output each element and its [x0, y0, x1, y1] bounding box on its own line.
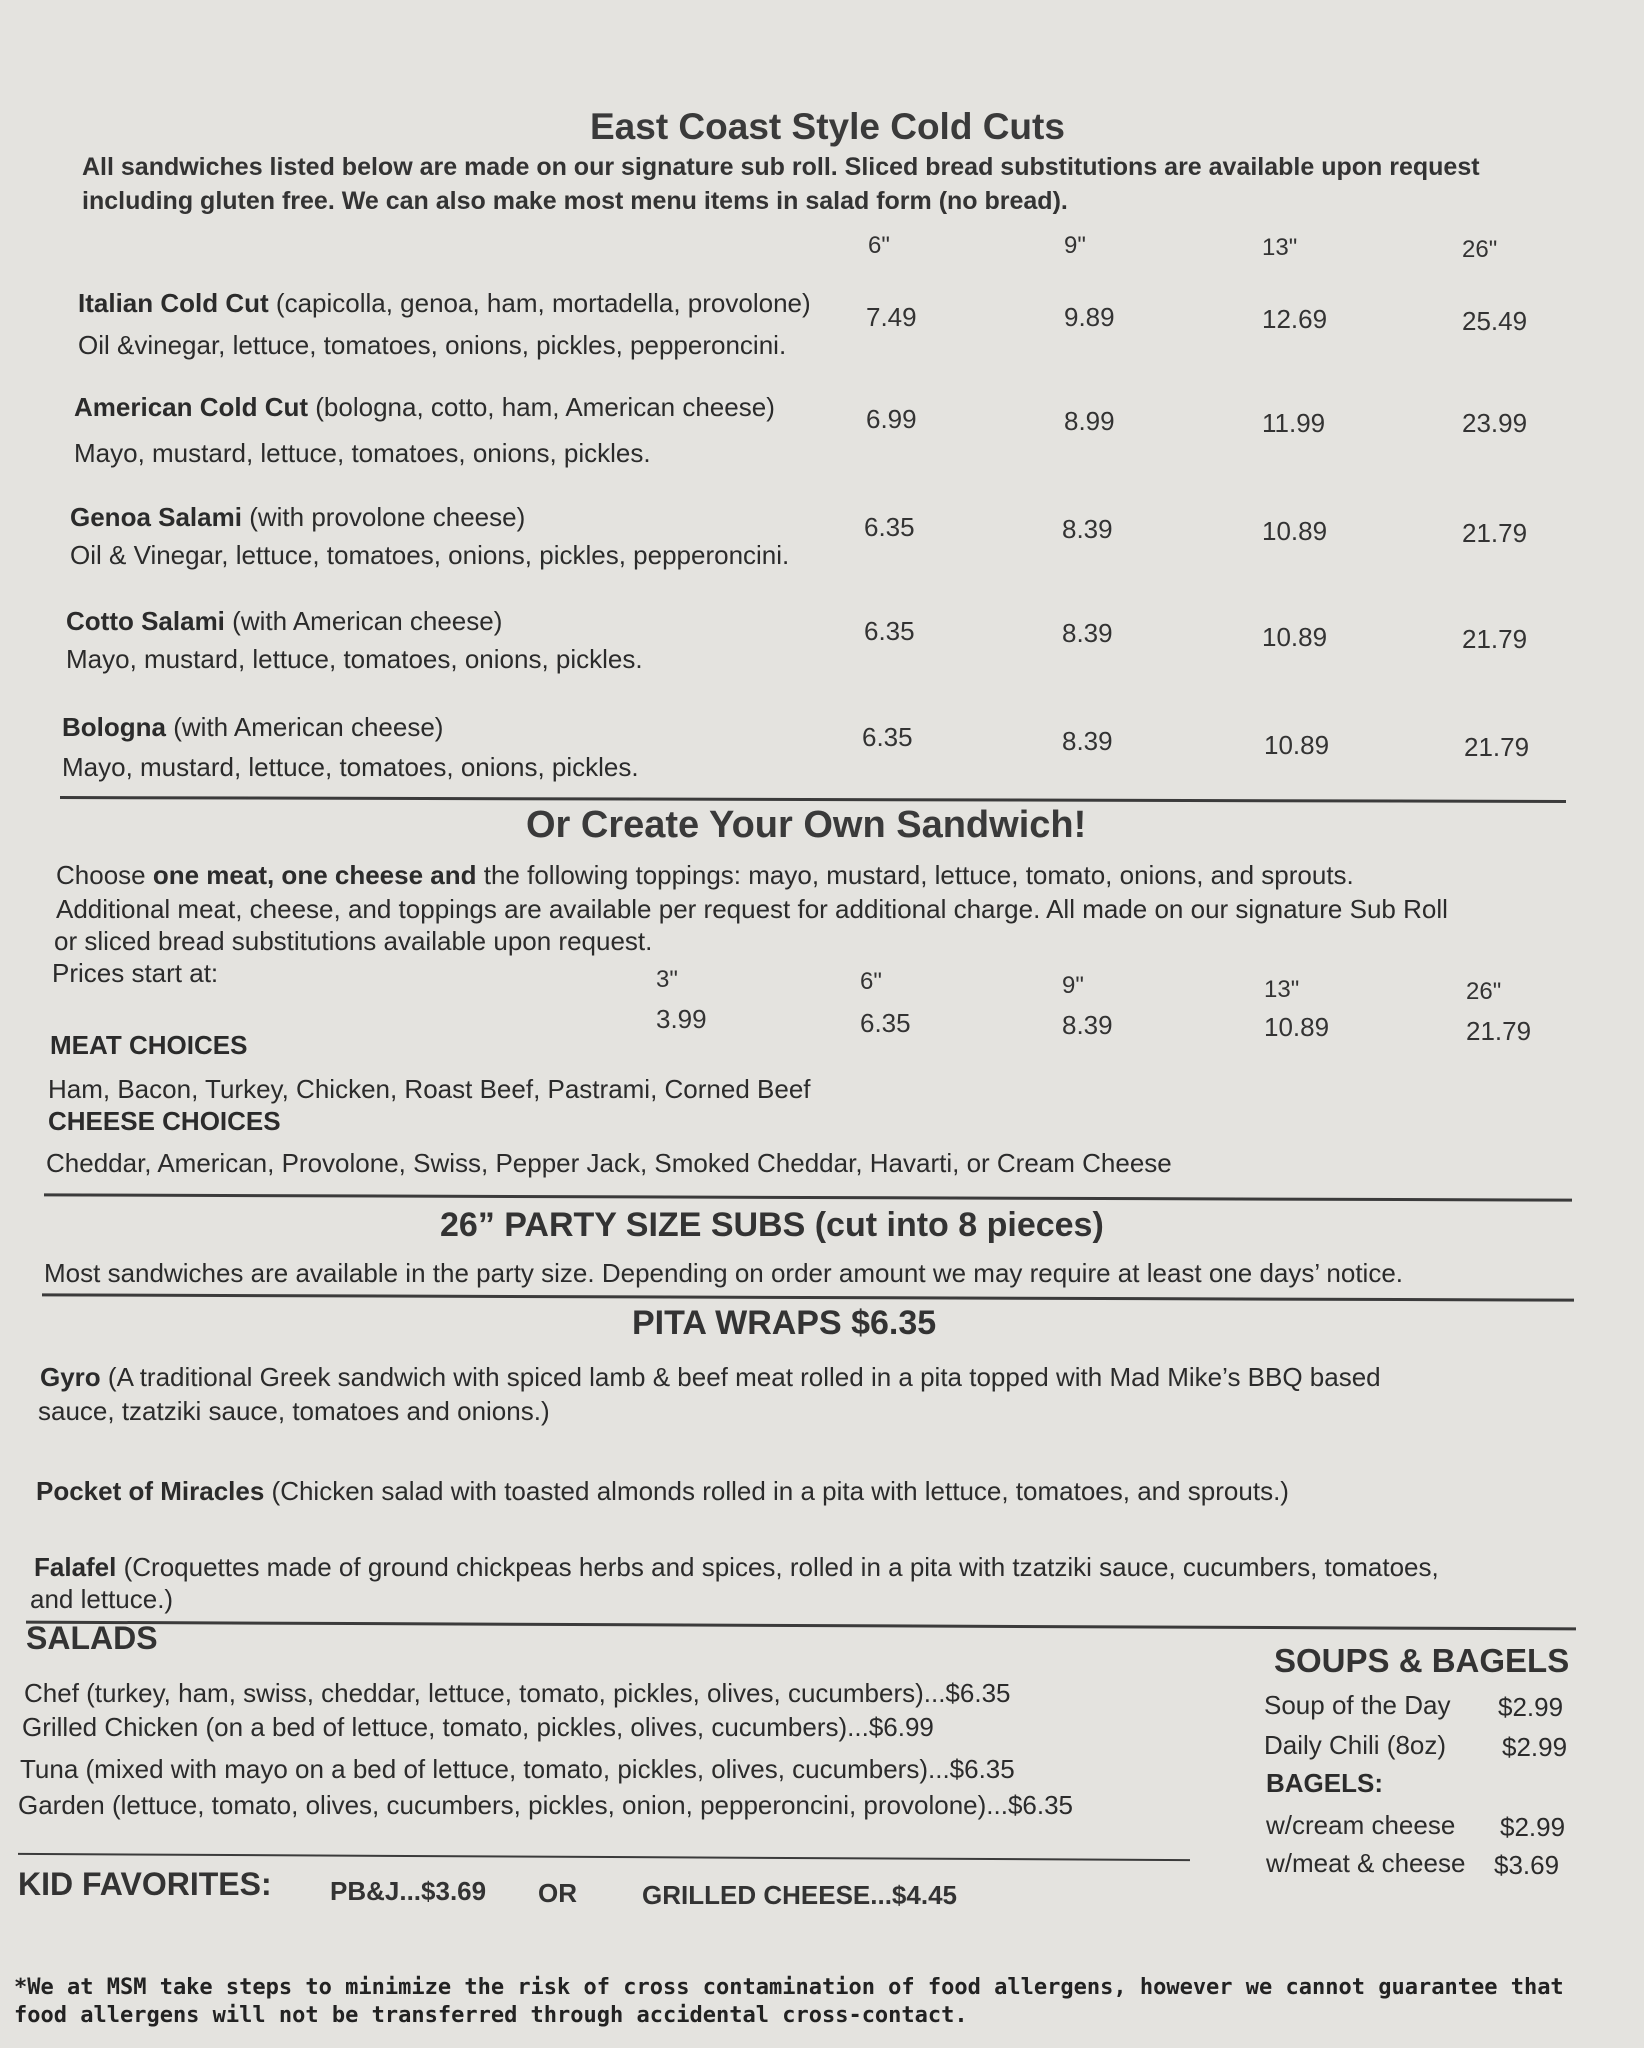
pita-line1 [34, 1550, 1439, 1584]
pita-name: Pocket of Miracles [36, 1476, 265, 1506]
divider [60, 796, 1566, 803]
item-detail: (with American cheese) [173, 712, 444, 742]
item-toppings: Oil & Vinegar, lettuce, tomatoes, onions, pickles, pepperoncini. [70, 540, 790, 570]
kids-title: KID FAVORITES: [18, 1866, 272, 1902]
price-26: 21.79 [1466, 1016, 1532, 1046]
item-toppings: Mayo, mustard, lettuce, tomatoes, onions, pickles. [74, 438, 651, 468]
item-toppings: Mayo, mustard, lettuce, tomatoes, onions, pickles. [62, 752, 639, 782]
pita-desc: (Croquettes made of ground chickpeas herbs and spices, rolled in a pita with tzatziki sauce, cucumbers, tomatoes, [116, 1552, 1439, 1582]
price-6: 7.49 [866, 302, 917, 332]
bagel-price: $3.69 [1494, 1850, 1560, 1880]
pita-line2: and lettuce.) [30, 1584, 174, 1614]
item-name-line [62, 710, 443, 744]
price-9: 8.99 [1064, 406, 1115, 436]
size-26: 26" [1462, 236, 1498, 263]
create-own-line2: Additional meat, cheese, and toppings are available per request for additional charge. All made on our signature Sub Roll [56, 894, 1448, 924]
divider [44, 1193, 1572, 1201]
kids-item-pbj: PB&J...$3.69 [330, 1876, 487, 1906]
party-text: Most sandwiches are available in the party size. Depending on order amount we may require at least one days’ notice. [44, 1258, 1404, 1288]
item-name-line [74, 390, 775, 424]
soup-price: $2.99 [1498, 1692, 1564, 1722]
price-6: 6.35 [862, 722, 913, 752]
divider [18, 1853, 1190, 1861]
price-9: 8.39 [1062, 618, 1113, 648]
soups-title: SOUPS & BAGELS [1274, 1642, 1570, 1679]
pita-desc: (A traditional Greek sandwich with spiced lamb & beef meat rolled in a pita topped with Mad Mike’s BBQ based [100, 1362, 1381, 1392]
size-9: 9" [1064, 232, 1086, 259]
item-name-line [66, 604, 502, 638]
price-9: 8.39 [1062, 1010, 1113, 1040]
soup-name: Soup of the Day [1264, 1690, 1451, 1720]
bagel-name: w/meat & cheese [1266, 1848, 1466, 1878]
kids-item-grilled-cheese: GRILLED CHEESE...$4.45 [642, 1880, 957, 1910]
salad-item: Tuna (mixed with mayo on a bed of lettuce, tomato, pickles, olives, cucumbers)...$6.35 [20, 1754, 1015, 1784]
pita-title: PITA WRAPS $6.35 [632, 1304, 937, 1342]
line1-part-b: one meat, one cheese and [152, 860, 477, 890]
item-name: Italian Cold Cut [78, 288, 269, 318]
create-own-title: Or Create Your Own Sandwich! [526, 804, 1087, 846]
item-name: Bologna [62, 712, 166, 742]
price-26: 21.79 [1462, 518, 1528, 548]
item-name: Cotto Salami [66, 606, 225, 636]
price-13: 10.89 [1262, 622, 1328, 652]
size-9: 9" [1062, 972, 1084, 999]
size-13: 13" [1264, 976, 1300, 1003]
salad-item: Garden (lettuce, tomato, olives, cucumbers, pickles, onion, pepperoncini, provolone)...$6.35 [18, 1790, 1074, 1820]
prices-start-label: Prices start at: [52, 958, 219, 988]
pita-line2: sauce, tzatziki sauce, tomatoes and onions.) [38, 1396, 550, 1426]
meat-choices-list: Ham, Bacon, Turkey, Chicken, Roast Beef, Pastrami, Corned Beef [48, 1074, 811, 1104]
pita-name: Falafel [34, 1552, 117, 1582]
price-6: 6.35 [860, 1008, 911, 1038]
item-detail: (bologna, cotto, ham, American cheese) [315, 392, 775, 422]
price-26: 23.99 [1462, 408, 1528, 438]
line1-part-a: Choose [56, 860, 153, 890]
cold-cuts-intro: All sandwiches listed below are made on our signature sub roll. Sliced bread substitutions are available upon request including gluten free. We can also make most menu items in salad form (no bread). [82, 153, 1480, 215]
price-9: 9.89 [1064, 302, 1115, 332]
item-detail: (with provolone cheese) [249, 502, 526, 532]
bagel-price: $2.99 [1500, 1812, 1566, 1842]
price-9: 8.39 [1062, 514, 1113, 544]
cheese-choices-list: Cheddar, American, Provolone, Swiss, Pepper Jack, Smoked Cheddar, Havarti, or Cream Cheese [46, 1148, 1172, 1178]
size-26: 26" [1466, 978, 1502, 1005]
price-9: 8.39 [1062, 726, 1113, 756]
item-detail: (with American cheese) [232, 606, 503, 636]
price-6: 6.35 [864, 616, 915, 646]
allergen-disclaimer: *We at MSM take steps to minimize the risk of cross contamination of food allergens, however we cannot guarantee that food allergens will not be transferred through accidental cross-contact. [14, 1975, 1564, 2028]
bagel-name: w/cream cheese [1266, 1810, 1456, 1840]
size-6: 6" [860, 968, 882, 995]
price-26: 21.79 [1464, 732, 1530, 762]
item-detail: (capicolla, genoa, ham, mortadella, provolone) [275, 288, 811, 318]
create-own-line3: or sliced bread substitutions available upon request. [54, 926, 653, 956]
cold-cuts-title: East Coast Style Cold Cuts [590, 106, 1065, 147]
price-13: 10.89 [1264, 1012, 1330, 1042]
size-3: 3" [656, 966, 678, 993]
pita-name: Gyro [40, 1362, 101, 1392]
item-name-line [70, 500, 525, 534]
salad-item: Chef (turkey, ham, swiss, cheddar, lettuce, tomato, pickles, olives, cucumbers)...$6.35 [24, 1678, 1011, 1708]
item-toppings: Mayo, mustard, lettuce, tomatoes, onions, pickles. [66, 644, 643, 674]
price-6: 6.99 [866, 404, 917, 434]
size-6: 6" [868, 232, 890, 259]
price-13: 12.69 [1262, 304, 1328, 334]
create-own-line1 [56, 858, 1354, 892]
price-26: 21.79 [1462, 624, 1528, 654]
price-13: 11.99 [1262, 408, 1326, 438]
soup-price: $2.99 [1502, 1732, 1568, 1762]
item-name-line [78, 286, 811, 320]
pita-line1 [36, 1474, 1289, 1508]
meat-choices-heading: MEAT CHOICES [50, 1030, 248, 1060]
cheese-choices-heading: CHEESE CHOICES [48, 1106, 281, 1136]
price-3: 3.99 [656, 1004, 707, 1034]
item-name: American Cold Cut [74, 392, 309, 422]
price-13: 10.89 [1264, 730, 1330, 760]
item-toppings: Oil &vinegar, lettuce, tomatoes, onions, pickles, pepperoncini. [78, 330, 787, 360]
kids-or: OR [538, 1878, 577, 1908]
size-13: 13" [1262, 234, 1298, 261]
price-26: 25.49 [1462, 306, 1528, 336]
item-name: Genoa Salami [70, 502, 242, 532]
price-6: 6.35 [864, 512, 915, 542]
bagels-heading: BAGELS: [1266, 1768, 1383, 1798]
divider [42, 1293, 1574, 1301]
salad-item: Grilled Chicken (on a bed of lettuce, tomato, pickles, olives, cucumbers)...$6.99 [22, 1712, 934, 1742]
price-13: 10.89 [1262, 516, 1328, 546]
pita-line1 [40, 1360, 1381, 1394]
salads-title: SALADS [26, 1620, 158, 1656]
party-title: 26” PARTY SIZE SUBS (cut into 8 pieces) [440, 1206, 1104, 1244]
line1-part-c: the following toppings: mayo, mustard, lettuce, tomato, onions, and sprouts. [476, 860, 1354, 890]
pita-desc: (Chicken salad with toasted almonds rolled in a pita with lettuce, tomatoes, and sprouts.) [264, 1476, 1289, 1506]
soup-name: Daily Chili (8oz) [1264, 1730, 1447, 1760]
divider [26, 1621, 1576, 1631]
